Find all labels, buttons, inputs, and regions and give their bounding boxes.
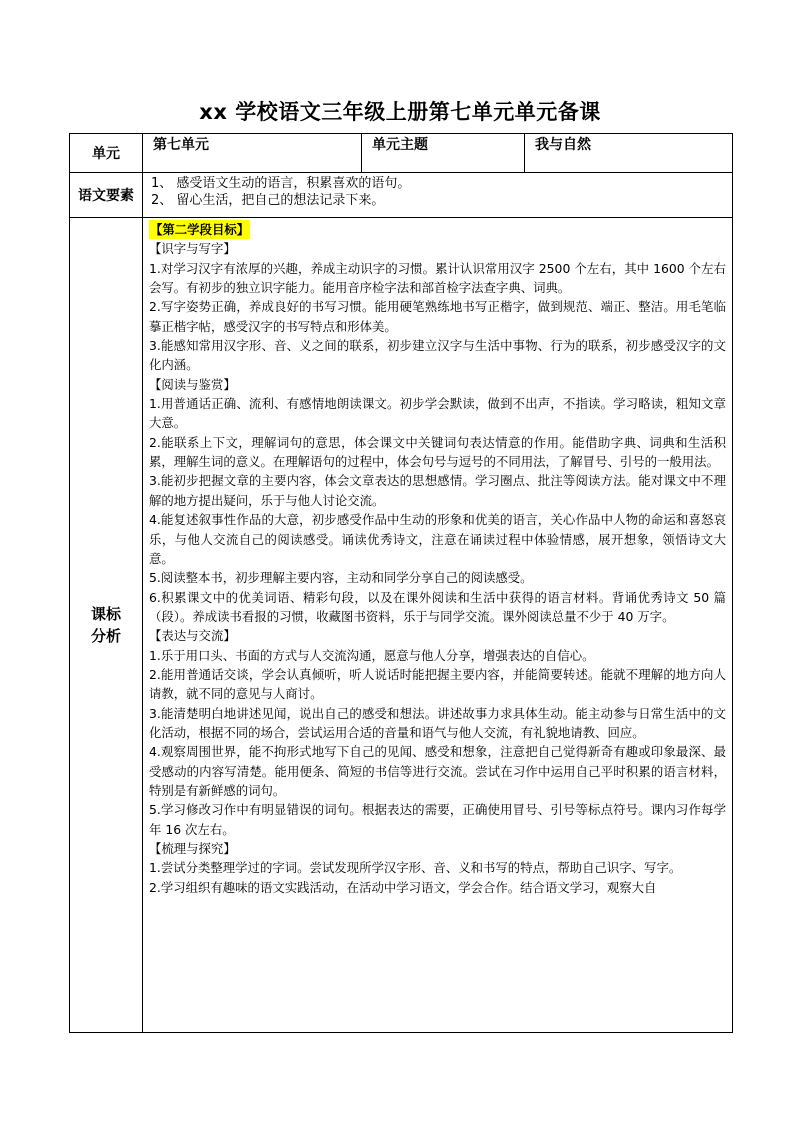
theme-label: 单元主题 [362, 134, 525, 173]
section-title: 【表达与交流】 [149, 628, 236, 644]
list-item: 6.积累课文中的优美词语、精彩句段，以及在课外阅读和生活中获得的语言材料。背诵优秀诗文 50 篇（段）。养成读书看报的习惯，收藏图书资料，乐于与同学交流。课外阅读总量不少于 40 万字。 [149, 589, 726, 624]
element-line: 1、 感受语文生动的语言，积累喜欢的语句。 [151, 176, 411, 191]
curriculum-label-line: 分析 [90, 627, 121, 645]
list-item: 2.能联系上下文，理解词句的意思，体会课文中关键词句表达情意的作用。能借助字典、词典和生活积累，理解生词的意义。在理解语句的过程中，体会句号与逗号的不同用法，了解冒号、引号的一般用法。 [149, 434, 726, 470]
list-item: 3.能初步把握文章的主要内容，体会文章表达的思想感情。学习圈点、批注等阅读方法。能对课文中不理解的地方提出疑问，乐于与他人讨论交流。 [149, 473, 726, 508]
element-line: 2、 留心生活，把自己的想法记录下来。 [151, 193, 385, 208]
goal-title: 【第二学段目标】 [149, 220, 250, 239]
curriculum-label [70, 218, 143, 1033]
header-row [70, 134, 733, 173]
list-item: 2.写字姿势正确，养成良好的书写习惯。能用硬笔熟练地书写正楷字，做到规范、端正、整洁。用毛笔临摹正楷字帖，感受汉字的书写特点和形体美。 [149, 299, 726, 334]
list-item: 1.用普通话正确、流利、有感情地朗读课文。初步学会默读，做到不出声，不指读。学习略读，粗知文章大意。 [149, 396, 726, 431]
curriculum-label-line: 课标 [90, 605, 121, 623]
list-item: 1.乐于用口头、书面的方式与人交流沟通，愿意与他人分享，增强表达的自信心。 [149, 647, 595, 663]
section-title: 【阅读与鉴赏】 [149, 376, 236, 392]
list-item: 5.阅读整本书，初步理解主要内容，主动和同学分享自己的阅读感受。 [149, 570, 533, 586]
list-item: 5.学习修改习作中有明显错误的词句。根据表达的需要，正确使用冒号、引号等标点符号。课内习作每学年 16 次左右。 [149, 802, 726, 837]
section-title: 【梳理与探究】 [149, 841, 236, 856]
page-title: xx 学校语文三年级上册第七单元单元备课 [199, 100, 601, 124]
elements-label: 语文要素 [70, 173, 143, 218]
curriculum-row [70, 218, 733, 1033]
elements-row [70, 173, 733, 218]
curriculum-content [143, 218, 733, 1033]
list-item: 1.尝试分类整理学过的字词。尝试发现所学汉字形、音、义和书写的特点，帮助自己识字、写字。 [149, 860, 682, 876]
theme-value: 我与自然 [525, 134, 733, 173]
list-item: 2.能用普通话交谈，学会认真倾听，听人说话时能把握主要内容，并能简要转述。能就不理解的地方向人请教，就不同的意见与人商讨。 [149, 666, 726, 702]
list-item: 4.观察周围世界，能不拘形式地写下自己的见闻、感受和想象，注意把自己觉得新奇有趣或印象最深、最受感动的内容写清楚。能用便条、简短的书信等进行交流。尝试在习作中运用自己平时积累的语言材料，特别是有新鲜感的词句。 [149, 744, 726, 798]
unit-value: 第七单元 [143, 134, 362, 173]
list-item: 4.能复述叙事性作品的大意，初步感受作品中生动的形象和优美的语言，关心作品中人物的命运和喜怒哀乐，与他人交流自己的阅读感受。诵读优秀诗文，注意在诵读过程中体验情感，展开想象，领悟诗文大意。 [149, 512, 726, 566]
unit-plan-table [69, 133, 733, 1033]
elements-cell [143, 173, 733, 218]
list-item: 3.能清楚明白地讲述见闻，说出自己的感受和想法。讲述故事力求具体生动。能主动参与日常生活中的文化活动，根据不同的场合，尝试运用合适的音量和语气与他人交流，有礼貌地请教、回应。 [149, 705, 726, 740]
list-item: 2.学习组织有趣味的语文实践活动，在活动中学习语文，学会合作。结合语文学习，观察大自 [149, 879, 657, 895]
section-title: 【识字与写字】 [149, 241, 236, 257]
list-item: 3.能感知常用汉字形、音、义之间的联系，初步建立汉字与生活中事物、行为的联系，初步感受汉字的文化内涵。 [149, 338, 726, 373]
unit-label: 单元 [70, 134, 143, 173]
list-item: 1.对学习汉字有浓厚的兴趣，养成主动识字的习惯。累计认识常用汉字 2500 个左右，其中 1600 个左右会写。有初步的独立识字能力。能用音序检字法和部首检字法查字典、词典。 [149, 260, 726, 296]
